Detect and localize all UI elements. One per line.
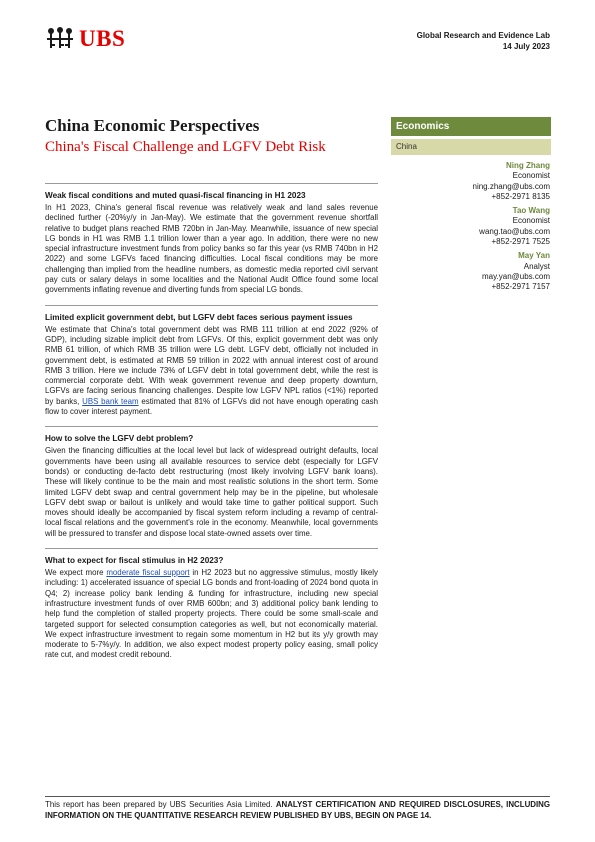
footer-divider (45, 796, 550, 797)
section-fiscal-stimulus (45, 555, 378, 661)
section-heading: How to solve the LGFV debt problem? (45, 434, 194, 444)
disclosure-footer (45, 800, 550, 821)
section-heading: Limited explicit government debt, but LGFV debt faces serious payment issues (45, 312, 353, 322)
report-date: 14 July 2023 (502, 42, 550, 51)
section-divider (45, 426, 378, 427)
analyst-phone: +852-2971 7525 (491, 237, 550, 247)
analyst-card (390, 206, 550, 247)
analyst-phone: +852-2971 7157 (491, 282, 550, 292)
analyst-email[interactable]: wang.tao@ubs.com (479, 226, 550, 236)
section-divider (45, 548, 378, 549)
analyst-email[interactable]: may.yan@ubs.com (482, 271, 550, 281)
analyst-name: Ning Zhang (506, 161, 550, 170)
ubs-bank-team-link[interactable]: UBS bank team (82, 396, 139, 406)
analyst-card (390, 161, 550, 202)
text-before-link: We estimate that China's total government debt was RMB 111 trillion at end 2022 (92% of GDP), including sizable implicit debt from LGFVs. Of this, explicit government debt was only RMB 61 trillion, of which RMB 35 trillion were LG debt. LGFV debt, officially not included in government debt, is estimated at RMB 59 trillion in 2022 with annual interest cost of around RMB 3 trillion. Here we include 73% of LGFV debt in total government debt, while the rest is commercial corporate debt. With weak government revenue and deep property downturn, LGFVs are facing serious financing challenges. Despite low LGFV NPL ratios (<1%) reported by banks, (45, 324, 378, 406)
ubs-logo (45, 26, 125, 52)
section-text (45, 568, 378, 661)
analyst-role: Economist (512, 216, 550, 226)
section-government-debt (45, 312, 378, 418)
section-heading: Weak fiscal conditions and muted quasi-fiscal financing in H1 2023 (45, 191, 306, 200)
analyst-role: Economist (512, 171, 550, 181)
section-text: Given the financing difficulties at the local level but lack of widespread outright defaults, local governments have been using all available resources to service debt (especially for LGFV bonds) or conducting de-facto debt restructuring (most likely involving LGFV bank loans). These will likely continue to be the main and most realistic solutions in the short term. Some limited LGFV debt swap and central government help may be in the pipeline, but wholesale LGFV debt swap or bailout is unlikely and would take time to gather political support. Such moves should ideally be accompanied by fiscal system reform including a revamp of central-local fiscal relations and the government's role in the economy. Meanwhile, local governments will be pressured to transfer and dispose local state-owned assets over time. (45, 446, 378, 538)
analyst-email[interactable]: ning.zhang@ubs.com (472, 181, 550, 191)
analyst-list (390, 161, 550, 297)
section-heading: What to expect for fiscal stimulus in H2 2023? (45, 556, 224, 566)
text-after-link: in H2 2023 but no aggressive stimulus, mostly likely including: 1) accelerated issuance of special LG bonds and front-loading of 2024 bond quota in Q4; 2) increase policy bank lending & funding for infrastructure, including new special infrastructure investment funds of over RMB 600bn; and 3) additional policy bank lending to help fund the completion of stalled property projects. There could be some small-scale and targeted support for selected consumption categories as well, but not economically material. We expect infrastructure investment to regain some momentum in H2 but its y/y growth may moderate to 5-7%y/y. In addition, we also expect modest property policy easing, small policy rate cut, and modest credit rebound. (45, 568, 379, 660)
region-bar: China (391, 139, 551, 155)
header-info (417, 30, 550, 52)
logo-text: UBS (79, 26, 126, 51)
analyst-name: Tao Wang (512, 206, 550, 216)
section-fiscal-conditions (45, 190, 378, 296)
section-divider (45, 183, 378, 184)
page-title: China Economic Perspectives (45, 116, 260, 135)
footer-text: This report has been prepared by UBS Securities Asia Limited. (45, 800, 276, 809)
analyst-card (390, 251, 550, 292)
section-text (45, 325, 378, 418)
category-bar: Economics (391, 117, 551, 136)
text-after-link: estimated that 81% of LGFVs did not have enough operating cash flow to cover interest payment. (45, 396, 379, 417)
section-text: In H1 2023, China's general fiscal revenue was relatively weak and land sales revenue declined further (-20%y/y in Jan-May). We estimate that the government revenue shortfall relative to budget plans reached RMB 720bn in Jan-May. Meanwhile, issuance of new special LG bonds in H1 was RMB 1.1 trillion lower than a year ago. In addition, there were no new special infrastructure investment funds from policy banks so far this year (vs RMB 740bn in H2 2022) and some LGFVs faced financing difficulties. Local fiscal conditions may be more challenging than implied from the headline numbers, as domestic media reported civil servant pay cuts or salary delays in some localities and the National Audit Office found some local governments inflating revenue and diverting funds from special LG bonds. (45, 203, 378, 295)
text-before-link: We expect more (45, 568, 107, 578)
moderate-fiscal-support-link[interactable]: moderate fiscal support (106, 568, 190, 578)
analyst-role: Analyst (523, 261, 550, 271)
analyst-phone: +852-2971 8135 (491, 191, 550, 201)
report-body (45, 183, 378, 670)
analyst-name: May Yan (518, 251, 550, 261)
section-divider (45, 305, 378, 306)
section-lgfv-solution (45, 433, 378, 539)
ubs-keys-icon (45, 26, 75, 52)
page-subtitle: China's Fiscal Challenge and LGFV Debt Risk (45, 139, 326, 155)
org-name: Global Research and Evidence Lab (416, 31, 550, 40)
footer-bold-text: ANALYST CERTIFICATION AND REQUIRED DISCLOSURES, INCLUDING INFORMATION ON THE QUANTITATIVE RESEARCH REVIEW PUBLISHED BY UBS, BEGIN ON PAGE 14. (45, 800, 550, 820)
